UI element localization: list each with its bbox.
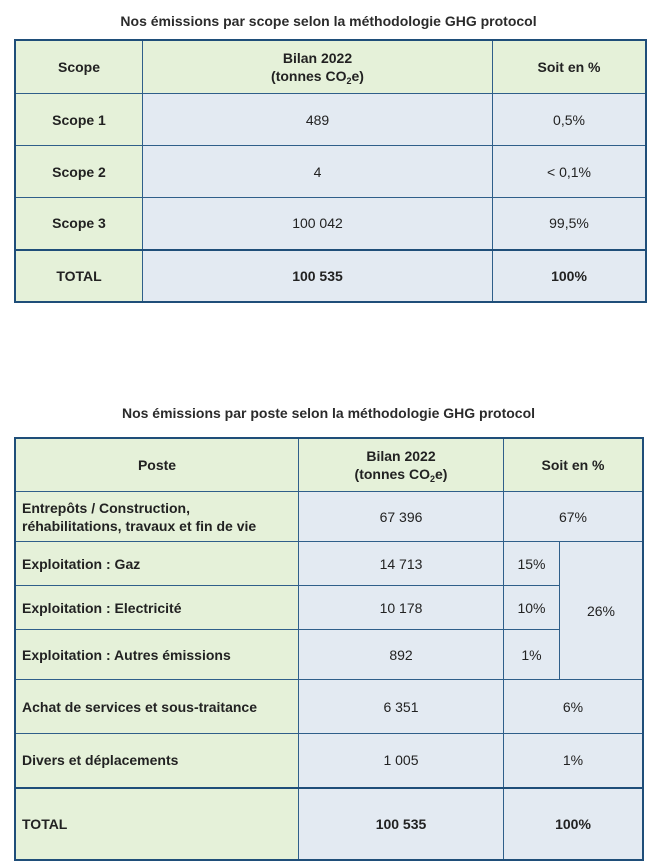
table-row xyxy=(16,734,643,788)
row-value: 100 042 xyxy=(143,198,493,250)
header-poste: Poste xyxy=(16,439,299,492)
total-percent: 100% xyxy=(493,250,646,302)
table-row xyxy=(16,492,643,542)
row-value: 14 713 xyxy=(299,542,504,586)
table-row xyxy=(16,94,646,146)
row-percent: 6% xyxy=(504,680,643,734)
header-bilan-unit-sub: 2 xyxy=(429,474,435,484)
table-row xyxy=(16,542,643,586)
row-percent: 0,5% xyxy=(493,94,646,146)
row-label: Scope 1 xyxy=(16,94,143,146)
header-bilan xyxy=(143,41,493,94)
header-bilan-unit-post: e) xyxy=(351,68,364,84)
header-bilan-unit-post: e) xyxy=(435,466,448,482)
row-label: Scope 2 xyxy=(16,146,143,198)
total-percent: 100% xyxy=(504,788,643,860)
header-bilan-unit-sub: 2 xyxy=(346,76,352,86)
total-value: 100 535 xyxy=(299,788,504,860)
row-label: Exploitation : Electricité xyxy=(16,586,299,630)
total-row xyxy=(16,788,643,860)
table-row xyxy=(16,680,643,734)
row-percent: 67% xyxy=(504,492,643,542)
row-value: 892 xyxy=(299,630,504,680)
table-row xyxy=(16,146,646,198)
row-value: 67 396 xyxy=(299,492,504,542)
row-value: 1 005 xyxy=(299,734,504,788)
row-label: Achat de services et sous-traitance xyxy=(16,680,299,734)
row-percent: 1% xyxy=(504,630,560,680)
total-row xyxy=(16,250,646,302)
poste-emissions-table xyxy=(15,438,643,860)
row-label: Exploitation : Gaz xyxy=(16,542,299,586)
header-percent: Soit en % xyxy=(493,41,646,94)
row-value: 6 351 xyxy=(299,680,504,734)
table-row xyxy=(16,198,646,250)
scope-emissions-table xyxy=(15,40,646,302)
table-row xyxy=(16,586,643,630)
row-value: 10 178 xyxy=(299,586,504,630)
table1-caption: Nos émissions par scope selon la méthodologie GHG protocol xyxy=(120,13,537,29)
header-bilan-unit-pre: (tonnes CO xyxy=(271,68,347,84)
row-label xyxy=(16,492,299,542)
row-label-line2: réhabilitations, travaux et fin de vie xyxy=(22,517,257,534)
row-label: Divers et déplacements xyxy=(16,734,299,788)
row-percent: 1% xyxy=(504,734,643,788)
exploitation-group-percent: 26% xyxy=(560,542,643,680)
row-label: Exploitation : Autres émissions xyxy=(16,630,299,680)
header-bilan-year: Bilan 2022 xyxy=(366,448,436,464)
header-bilan-year: Bilan 2022 xyxy=(282,50,353,66)
row-percent: < 0,1% xyxy=(493,146,646,198)
header-scope: Scope xyxy=(16,41,143,94)
header-bilan-unit-pre: (tonnes CO xyxy=(354,466,430,482)
row-label: Scope 3 xyxy=(16,198,143,250)
row-percent: 10% xyxy=(504,586,560,630)
total-label: TOTAL xyxy=(16,250,143,302)
row-value: 4 xyxy=(143,146,493,198)
row-percent: 15% xyxy=(504,542,560,586)
total-value: 100 535 xyxy=(143,250,493,302)
row-label-line1: Entrepôts / Construction, xyxy=(22,499,190,516)
header-percent: Soit en % xyxy=(504,439,643,492)
total-label: TOTAL xyxy=(16,788,299,860)
header-bilan xyxy=(299,439,504,492)
table-row xyxy=(16,630,643,680)
row-percent: 99,5% xyxy=(493,198,646,250)
row-value: 489 xyxy=(143,94,493,146)
table2-caption: Nos émissions par poste selon la méthodologie GHG protocol xyxy=(121,405,536,421)
